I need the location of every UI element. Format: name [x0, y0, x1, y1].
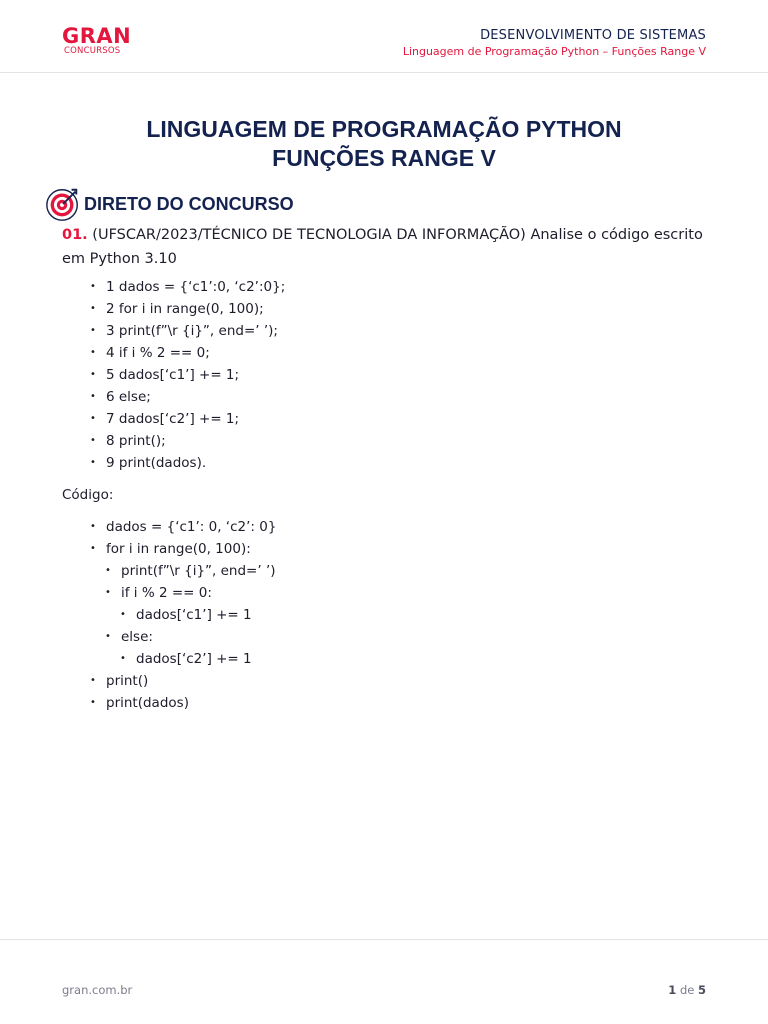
header-subtitle: Linguagem de Programação Python – Funções Range V: [402, 45, 706, 58]
question-body: (UFSCAR/2023/TÉCNICO DE TECNOLOGIA DA INFORMAÇÃO) Analise o código escrito em Python 3.10: [62, 227, 703, 267]
list-item: [90, 670, 276, 692]
list-item: [90, 342, 285, 364]
list-item: [120, 648, 276, 670]
bullet: •: [90, 281, 96, 292]
code-line: 7 dados[‘c2’] += 1;: [106, 411, 240, 427]
bullet: •: [90, 457, 96, 468]
bullet: •: [90, 303, 96, 314]
bullet: •: [90, 543, 96, 554]
code-line: print(f”\r {i}”, end=’ ’): [121, 563, 276, 579]
list-item: [120, 604, 276, 626]
footer-divider: [0, 939, 768, 940]
title-line-1: LINGUAGEM DE PROGRAMAÇÃO PYTHON: [146, 116, 622, 142]
code-line: dados[‘c1’] += 1: [136, 607, 252, 623]
code-line: 3 print(f”\r {i}”, end=’ ’);: [106, 323, 278, 339]
bullet: •: [90, 521, 96, 532]
question-text: [62, 223, 712, 271]
bullet: •: [90, 325, 96, 336]
bullet: •: [90, 347, 96, 358]
logo-subtext: CONCURSOS: [64, 46, 121, 56]
numbered-code-list: [90, 276, 286, 474]
list-item: [90, 430, 285, 452]
code-label: Código:: [62, 487, 114, 503]
section-heading: [44, 185, 294, 223]
code-line: 8 print();: [106, 433, 166, 449]
code-line: dados = {‘c1’: 0, ‘c2’: 0}: [106, 519, 277, 535]
code-line: 6 else;: [106, 389, 151, 405]
bullet: •: [90, 675, 96, 686]
header-title: DESENVOLVIMENTO DE SISTEMAS: [480, 28, 706, 43]
list-item: [90, 364, 285, 386]
list-item: [90, 692, 276, 714]
code-line: print(): [106, 673, 149, 689]
code-line: 9 print(dados).: [106, 455, 207, 471]
list-item: [90, 386, 285, 408]
list-item: [90, 538, 276, 560]
code-line: for i in range(0, 100):: [106, 541, 251, 557]
bullet: •: [90, 697, 96, 708]
bullet: •: [120, 653, 126, 664]
code-line: if i % 2 == 0:: [121, 585, 212, 601]
list-item: [105, 626, 276, 648]
page-total: 5: [697, 983, 706, 997]
bullet: •: [105, 587, 111, 598]
list-item: [90, 320, 285, 342]
page-separator: de: [676, 983, 698, 997]
section-title: DIRETO DO CONCURSO: [84, 193, 294, 214]
bullet: •: [105, 631, 111, 642]
code-line: dados[‘c2’] += 1: [136, 651, 252, 667]
list-item: [90, 516, 277, 538]
page-current: 1: [668, 983, 677, 997]
page-header: [0, 0, 768, 73]
logo-text: GRAN: [62, 24, 132, 48]
gran-logo: [62, 26, 131, 56]
list-item: [90, 298, 285, 320]
question-number: 01.: [62, 227, 88, 243]
code-line: 5 dados[‘c1’] += 1;: [106, 367, 240, 383]
bullet: •: [105, 565, 111, 576]
code-line: 4 if i % 2 == 0;: [106, 345, 210, 361]
structured-code-list: [90, 516, 277, 714]
footer-site-link[interactable]: gran.com.br: [62, 983, 133, 997]
page-indicator: [668, 983, 706, 997]
title-line-2: FUNÇÕES RANGE V: [272, 145, 496, 171]
code-line: 1 dados = {‘c1’:0, ‘c2’:0};: [106, 279, 286, 295]
code-line: 2 for i in range(0, 100);: [106, 301, 264, 317]
list-item: [90, 276, 286, 298]
code-line: print(dados): [106, 695, 189, 711]
list-item: [105, 560, 276, 582]
bullet: •: [90, 391, 96, 402]
header-info: [403, 28, 706, 59]
bullet: •: [90, 369, 96, 380]
target-icon: [44, 185, 82, 223]
code-line: else:: [121, 629, 153, 645]
page-title: [0, 115, 768, 173]
bullet: •: [120, 609, 126, 620]
bullet: •: [90, 435, 96, 446]
list-item: [105, 582, 276, 604]
list-item: [90, 452, 285, 474]
bullet: •: [90, 413, 96, 424]
list-item: [90, 408, 285, 430]
